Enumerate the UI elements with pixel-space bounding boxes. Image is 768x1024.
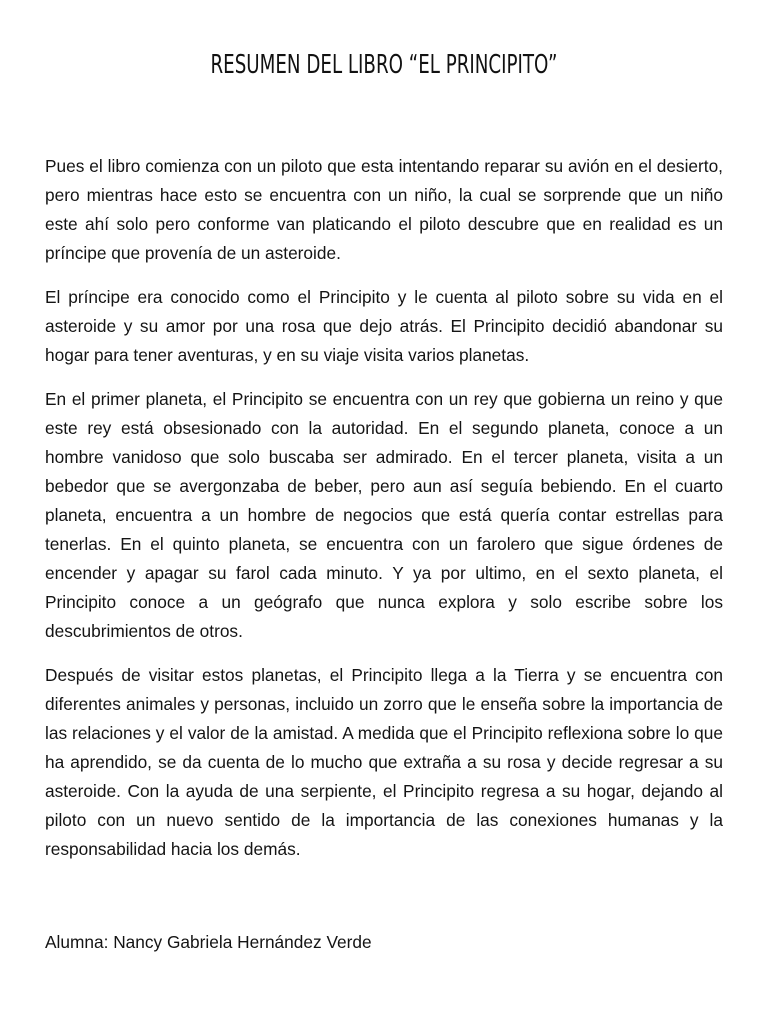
student-signature: Alumna: Nancy Gabriela Hernández Verde [45, 932, 372, 952]
paragraph-2: El príncipe era conocido como el Principito y le cuenta al piloto sobre su vida en el asteroide y su amor por una rosa que dejo atrás. El Principito decidió abandonar su hogar para tener aventuras, y en su viaje visita varios planetas. [45, 287, 723, 365]
document-title: RESUMEN DEL LIBRO “EL PRINCIPITO” [210, 50, 558, 80]
document-body [45, 152, 723, 879]
paragraph-4: Después de visitar estos planetas, el Principito llega a la Tierra y se encuentra con diferentes animales y personas, incluido un zorro que le enseña sobre la importancia de las relaciones y el valor de la amistad. A medida que el Principito reflexiona sobre lo que ha aprendido, se da cuenta de lo mucho que extraña a su rosa y decide regresar a su asteroide. Con la ayuda de una serpiente, el Principito regresa a su hogar, dejando al piloto con un nuevo sentido de la importancia de las conexiones humanas y la responsabilidad hacia los demás. [45, 665, 723, 859]
paragraph-1: Pues el libro comienza con un piloto que esta intentando reparar su avión en el desierto, pero mientras hace esto se encuentra con un niño, la cual se sorprende que un niño este ahí solo pero conforme van platicando el piloto descubre que en realidad es un príncipe que provenía de un asteroide. [45, 156, 723, 263]
paragraph-3: En el primer planeta, el Principito se encuentra con un rey que gobierna un reino y que este rey está obsesionado con la autoridad. En el segundo planeta, conoce a un hombre vanidoso que solo buscaba ser admirado. En el tercer planeta, visita a un bebedor que se avergonzaba de beber, pero aun así seguía bebiendo. En el cuarto planeta, encuentra a un hombre de negocios que está quería contar estrellas para tenerlas. En el quinto planeta, se encuentra con un farolero que sigue órdenes de encender y apagar su farol cada minuto. Y ya por ultimo, en el sexto planeta, el Principito conoce a un geógrafo que nunca explora y solo escribe sobre los descubrimientos de otros. [45, 389, 723, 641]
